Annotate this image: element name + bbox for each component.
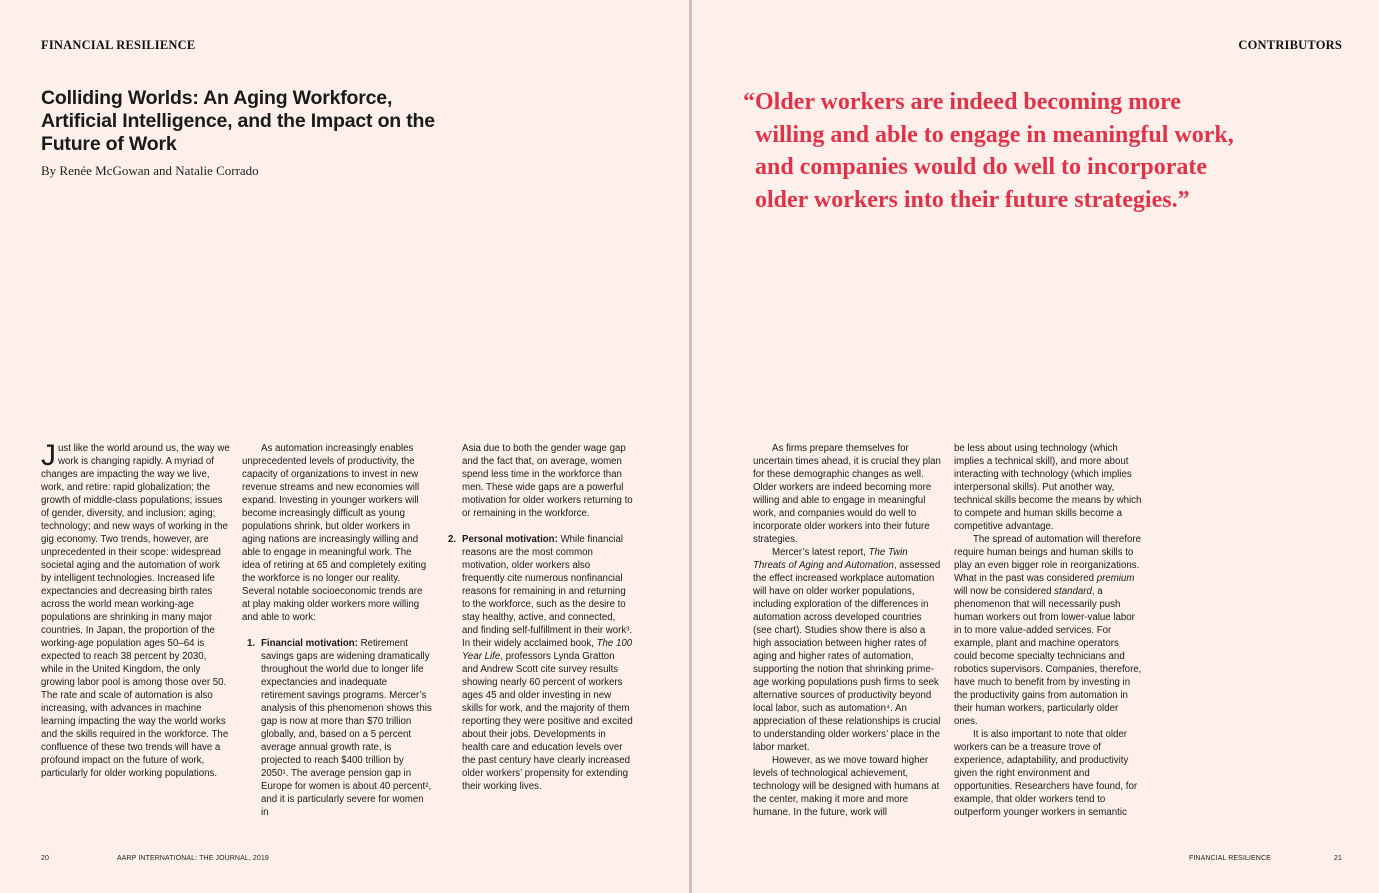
section-label-right: CONTRIBUTORS bbox=[1238, 38, 1342, 52]
intro-text: ust like the world around us, the way we work is changing rapidly. A myriad of changes are impacting the way we live, work, and retire: rapid globalization; the growth of middle-class populations; issues of gender, diversity, and inclusion; aging; technology; and new ways of working in the gig economy. Two trends, however, are unprecedented in their scope: widespread societal aging and the automation of work by intelligent technologies. Increased life expectancies and decreasing birth rates across the world mean working-age populations are shrinking in many major countries. In Japan, the proportion of the working-age population ages 50–64 is expected to reach 38 percent by 2030, while in the United Kingdom, the only growing labor pool is among those over 50. The rate and scale of automation is also increasing, with advances in machine learning impacting the way the world works and the skills required in the workforce. The confluence of these two trends will have a profound impact on the future of work, particularly for older working populations. bbox=[41, 443, 230, 779]
pull-quote-line: older workers into their future strategies.” bbox=[755, 186, 1190, 213]
footer-page-number-left: 20 bbox=[41, 855, 49, 862]
right-column-1 bbox=[753, 442, 943, 819]
list-item-continuation: Asia due to both the gender wage gap and the fact that, on average, women spend less time in the workforce than men. These wide gaps are a powerful motivation for older workers returning to or remaining in the workforce. bbox=[462, 443, 633, 519]
paragraph: It is also important to note that older workers can be a treasure trove of experience, adaptability, and productivity given the right environment and opportunities. Researchers have found, for example, that older workers tend to outperform younger workers in semantic bbox=[954, 729, 1138, 818]
numbered-list bbox=[242, 637, 432, 819]
paragraph: be less about using technology (which implies a technical skill), and more about interacting with technology (which implies interpersonal skills). Put another way, technical skills become the means by which to compete and human skills become a competitive advantage. bbox=[954, 443, 1142, 532]
list-number: 2. bbox=[448, 534, 457, 545]
list-number: 1. bbox=[247, 638, 256, 649]
paragraph bbox=[753, 546, 943, 754]
byline: By Renée McGowan and Natalie Corrado bbox=[41, 163, 259, 178]
footer-page-number-right: 21 bbox=[1334, 855, 1342, 862]
pull-quote-line: and companies would do well to incorporate bbox=[755, 154, 1208, 180]
footer-journal-name: AARP INTERNATIONAL: THE JOURNAL, 2019 bbox=[117, 855, 269, 862]
paragraph: As firms prepare themselves for uncertain times ahead, it is crucial they plan for these demographic changes as well. Older workers are indeed becoming more willing and able to engage in meaningful work, and companies would do well to incorporate older workers into their future strategies. bbox=[753, 443, 941, 545]
article-title: Colliding Worlds: An Aging Workforce, Artificial Intelligence, and the Impact on the Future of Work bbox=[41, 87, 435, 155]
pull-quote-line: “Older workers are indeed becoming more bbox=[743, 89, 1181, 115]
list-item bbox=[242, 637, 432, 819]
paragraph-text: will now be considered bbox=[954, 586, 1055, 597]
emphasis-premium: premium bbox=[1096, 573, 1135, 584]
left-column-2 bbox=[242, 442, 432, 819]
left-column-1 bbox=[41, 439, 231, 780]
book-title: The 100 Year Life bbox=[462, 638, 633, 662]
paragraph-text: Mercer’s latest report, bbox=[772, 547, 869, 558]
paragraph: However, as we move toward higher levels of technological achievement, technology will be designed with humans at the center, making it more and more humane. In the future, work will bbox=[753, 755, 940, 818]
list-item-text: While financial reasons are the most common motivation, older workers also frequently cite numerous nonfinancial reasons for remaining in and returning to the workforce, such as the desire to stay healthy, active, and connected, and finding self-fulfillment in their work³. In their widely acclaimed book, bbox=[462, 534, 633, 649]
list-item-lead: Personal motivation: bbox=[462, 534, 558, 545]
drop-cap: J bbox=[41, 439, 56, 472]
section-label-left: FINANCIAL RESILIENCE bbox=[41, 38, 196, 52]
report-title: The Twin Threats of Aging and Automation bbox=[753, 547, 908, 571]
numbered-list bbox=[443, 533, 633, 793]
paragraph-text: , a phenomenon that will necessarily push human workers out from lower-value labor in to more value-added services. For example, plant and machine operators could become specialty technicians and robotics supervisors. Companies, therefore, have much to benefit from by investing in the productivity gains from automation in their human workers, particularly older ones. bbox=[954, 586, 1142, 727]
list-item-lead: Financial motivation: bbox=[261, 638, 358, 649]
list-item-text: Retirement savings gaps are widening dramatically throughout the world due to longer life expectancies and inadequate retirement savings programs. Mercer’s analysis of this phenomenon shows this gap is now at more than $70 trillion globally, and, based on a 5 percent average annual growth rate, is projected to reach $400 trillion by 2050¹. The average pension gap in Europe for women is about 40 percent², and it is particularly severe for women in bbox=[261, 638, 432, 818]
paragraph bbox=[954, 533, 1144, 728]
left-page bbox=[0, 0, 689, 893]
paragraph-text: The spread of automation will therefore require human beings and human skills to play an even bigger role in reorganizations. What in the past was considered bbox=[954, 534, 1142, 584]
pull-quote-line: willing and able to engage in meaningful work, bbox=[755, 121, 1234, 148]
left-column-3 bbox=[443, 442, 633, 793]
paragraph-text: , assessed the effect increased workplace automation will have on older worker populations, including exploration of the differences in automation across developed countries (see chart). Studies show there is also a high association between higher rates of aging and higher rates of automation, supporting the notion that shrinking prime-age working populations push firms to seek alternative sources of productivity beyond local labor, such as automation⁴. An appreciation of these relationships is crucial to understanding older workers’ place in the labor market. bbox=[753, 560, 941, 753]
list-item bbox=[443, 533, 633, 793]
right-column-2 bbox=[954, 442, 1144, 819]
list-item-text: , professors Lynda Gratton and Andrew Scott cite survey results showing nearly 60 percent of workers ages 45 and older investing in new skills for work, and the majority of them reporting they were positive and excited about their jobs. Developments in health care and education levels over the past century have clearly increased older workers’ propensity for extending their working lives. bbox=[462, 651, 633, 792]
intro-paragraph bbox=[41, 439, 231, 780]
footer-section-right: FINANCIAL RESILIENCE bbox=[1189, 855, 1271, 862]
pull-quote bbox=[743, 86, 1323, 216]
emphasis-standard: standard bbox=[1054, 586, 1092, 597]
automation-paragraph: As automation increasingly enables unprecedented levels of productivity, the capacity of organizations to invest in new revenue streams and new economies will expand. Investing in younger workers will become increasingly difficult as young populations shrink, but older workers in aging nations are increasingly willing and able to engage in meaningful work. The idea of retiring at 65 and completely exiting the workforce is no longer our reality. Several notable socioeconomic trends are at play making older workers more willing and able to work: bbox=[242, 443, 427, 623]
